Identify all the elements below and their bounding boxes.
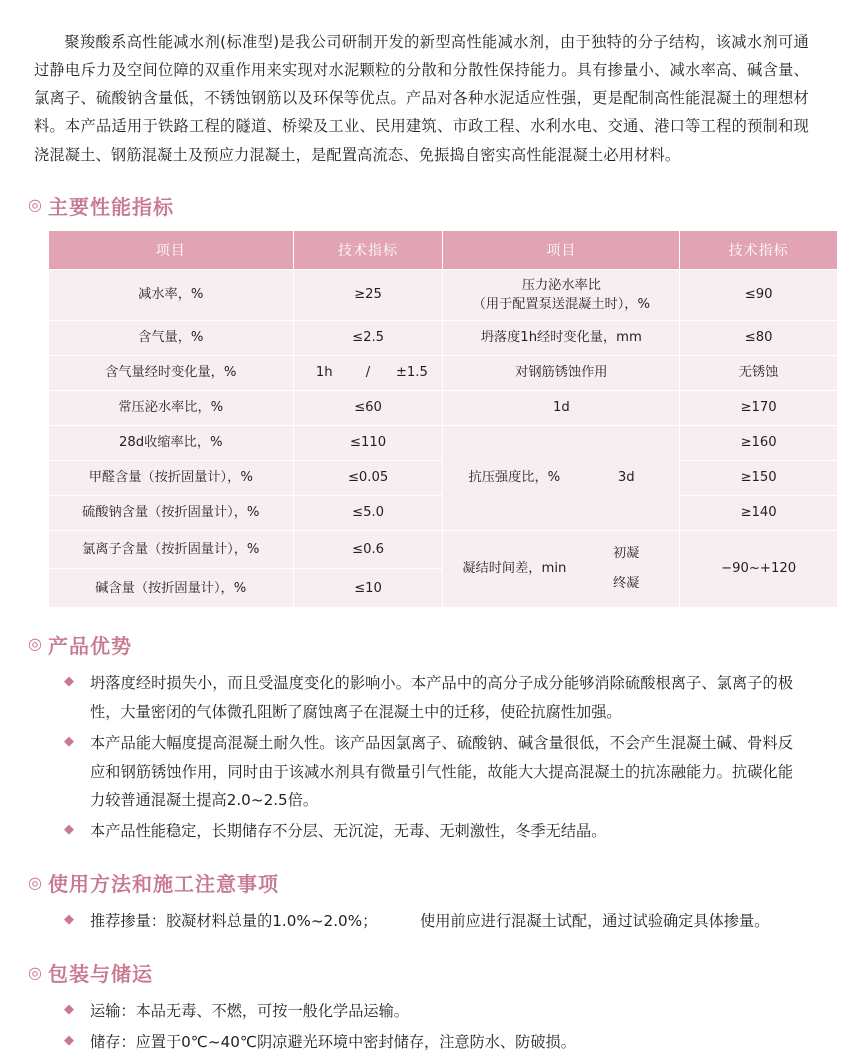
list-item bbox=[64, 907, 793, 936]
section-marker-icon: ◎ bbox=[28, 872, 42, 892]
section-heading-advantages bbox=[28, 630, 821, 659]
cell-item: 硫酸钠含量（按折固量计），% bbox=[49, 495, 294, 530]
table-col-spec-1: 技术指标 bbox=[293, 230, 443, 269]
cell-item: 含气量经时变化量，% bbox=[49, 355, 294, 390]
list-item-text: 本产品能大幅度提高混凝土耐久性。该产品因氯离子、硫酸钠、碱含量很低，不会产生混凝土碱、骨料反应和钢筋锈蚀作用，同时由于该减水剂具有微量引气性能，故能大大提高混凝土的抗冻融能力。抗碳化能力较普通混凝土提高2.0~2.5倍。 bbox=[90, 733, 793, 810]
cell-item: 碱含量（按折固量计），% bbox=[49, 569, 294, 608]
section-title-advantages: 产品优势 bbox=[47, 633, 132, 658]
diamond-bullet-icon: ◆ bbox=[64, 822, 74, 838]
setting-label: 凝结时间差，min bbox=[462, 561, 567, 577]
section-title-usage: 使用方法和施工注意事项 bbox=[47, 872, 279, 897]
strength-age-3d: 3d bbox=[617, 470, 635, 486]
cell-value: ≤0.6 bbox=[293, 530, 443, 569]
cell-value: ≥25 bbox=[293, 269, 443, 320]
table-row bbox=[49, 320, 838, 355]
list-item-text: 储存：应置于0℃~40℃阴凉避光环境中密封储存，注意防水、防破损。 bbox=[90, 1032, 576, 1051]
list-item-text: 本产品性能稳定，长期储存不分层、无沉淀，无毒、无刺激性，冬季无结晶。 bbox=[90, 822, 607, 841]
cell-item: 28d收缩率比，% bbox=[49, 425, 294, 460]
cell-item: 减水率，% bbox=[49, 269, 294, 320]
section-title-performance: 主要性能指标 bbox=[47, 194, 174, 219]
cell-sub-item: 1d bbox=[443, 390, 680, 425]
cell-value: ≤2.5 bbox=[293, 320, 443, 355]
cell-value: ≥140 bbox=[680, 495, 838, 530]
cell-value: ≤80 bbox=[680, 320, 838, 355]
list-item bbox=[64, 669, 793, 727]
cell-value bbox=[293, 355, 443, 390]
strength-label: 抗压强度比，% bbox=[468, 470, 561, 486]
usage-dosage-text: 推荐掺量：胶凝材料总量的1.0%~2.0%； bbox=[90, 912, 378, 931]
diamond-bullet-icon: ◆ bbox=[64, 673, 74, 689]
cell-value: ≤5.0 bbox=[293, 495, 443, 530]
cell-value: ≥150 bbox=[680, 460, 838, 495]
cell-value-part-1: 1h bbox=[315, 365, 333, 381]
cell-value: ≤90 bbox=[680, 269, 838, 320]
table-header-row bbox=[49, 230, 838, 269]
cell-value: ≤10 bbox=[293, 569, 443, 608]
list-item-text: 运输：本品无毒、不燃，可按一般化学品运输。 bbox=[90, 1002, 409, 1021]
cell-value: ≤0.05 bbox=[293, 460, 443, 495]
section-marker-icon: ◎ bbox=[28, 195, 42, 215]
cell-value: ≤60 bbox=[293, 390, 443, 425]
list-item bbox=[64, 729, 793, 816]
cell-item: 含气量，% bbox=[49, 320, 294, 355]
table-body bbox=[49, 269, 838, 607]
section-heading-usage bbox=[28, 868, 821, 897]
section-title-packaging: 包装与储运 bbox=[47, 962, 153, 987]
table-row bbox=[49, 355, 838, 390]
cell-item bbox=[443, 269, 680, 320]
cell-value-part-2: / bbox=[365, 365, 371, 381]
cell-value: ≤110 bbox=[293, 425, 443, 460]
usage-row bbox=[90, 907, 793, 936]
table-row bbox=[49, 390, 838, 425]
cell-value: ≥170 bbox=[680, 390, 838, 425]
table-row bbox=[49, 530, 838, 569]
packaging-list bbox=[26, 997, 821, 1057]
section-marker-icon: ◎ bbox=[28, 962, 42, 982]
cell-item: 甲醛含量（按折固量计），% bbox=[49, 460, 294, 495]
cell-line-2: （用于配置泵送混凝土时），% bbox=[472, 296, 651, 312]
cell-item: 氯离子含量（按折固量计），% bbox=[49, 530, 294, 569]
table-row bbox=[49, 269, 838, 320]
setting-initial: 初凝 bbox=[613, 546, 640, 562]
section-heading-performance bbox=[28, 191, 821, 220]
list-item bbox=[64, 817, 793, 846]
cell-item: 常压泌水率比，% bbox=[49, 390, 294, 425]
section-heading-packaging bbox=[28, 958, 821, 987]
table-col-item-1: 项目 bbox=[49, 230, 294, 269]
cell-value: −90~+120 bbox=[680, 530, 838, 607]
advantages-list bbox=[26, 669, 821, 846]
usage-trial-text: 使用前应进行混凝土试配，通过试验确定具体掺量。 bbox=[420, 912, 770, 931]
cell-value: 无锈蚀 bbox=[680, 355, 838, 390]
diamond-bullet-icon: ◆ bbox=[64, 912, 74, 928]
list-item bbox=[64, 1028, 793, 1057]
cell-merged-setting-left bbox=[443, 530, 680, 607]
performance-table bbox=[48, 230, 838, 608]
diamond-bullet-icon: ◆ bbox=[64, 733, 74, 749]
table-col-item-2: 项目 bbox=[443, 230, 680, 269]
section-marker-icon: ◎ bbox=[28, 634, 42, 654]
cell-merged-strength-left bbox=[443, 425, 680, 530]
cell-value: ≥160 bbox=[680, 425, 838, 460]
setting-final: 终凝 bbox=[613, 576, 640, 592]
diamond-bullet-icon: ◆ bbox=[64, 1032, 74, 1048]
cell-item: 对钢筋锈蚀作用 bbox=[443, 355, 680, 390]
cell-value-part-3: ±1.5 bbox=[395, 365, 428, 381]
usage-list bbox=[26, 907, 821, 936]
cell-line-1: 压力泌水率比 bbox=[521, 277, 601, 293]
cell-item: 坍落度1h经时变化量，mm bbox=[443, 320, 680, 355]
diamond-bullet-icon: ◆ bbox=[64, 1002, 74, 1018]
list-item-text: 坍落度经时损失小，而且受温度变化的影响小。本产品中的高分子成分能够消除硫酸根离子、氯离子的极性，大量密闭的气体微孔阻断了腐蚀离子在混凝土中的迁移，使砼抗腐性加强。 bbox=[90, 673, 793, 721]
table-header bbox=[49, 230, 838, 269]
table-row bbox=[49, 425, 838, 460]
intro-paragraph: 聚羧酸系高性能减水剂(标准型)是我公司研制开发的新型高性能减水剂，由于独特的分子结构，该减水剂可通过静电斥力及空间位障的双重作用来实现对水泥颗粒的分散和分散性保持能力。具有掺量小、减水率高、碱含量、氯离子、硫酸钠含量低，不锈蚀钢筋以及环保等优点。产品对各种水泥适应性强，更是配制高性能混凝土的理想材料。本产品适用于铁路工程的隧道、桥梁及工业、民用建筑、市政工程、水利水电、交通、港口等工程的预制和现浇混凝土、钢筋混凝土及预应力混凝土，是配置高流态、免振捣自密实高性能混凝土必用材料。 bbox=[34, 33, 809, 164]
table-col-spec-2: 技术指标 bbox=[680, 230, 838, 269]
list-item bbox=[64, 997, 793, 1026]
